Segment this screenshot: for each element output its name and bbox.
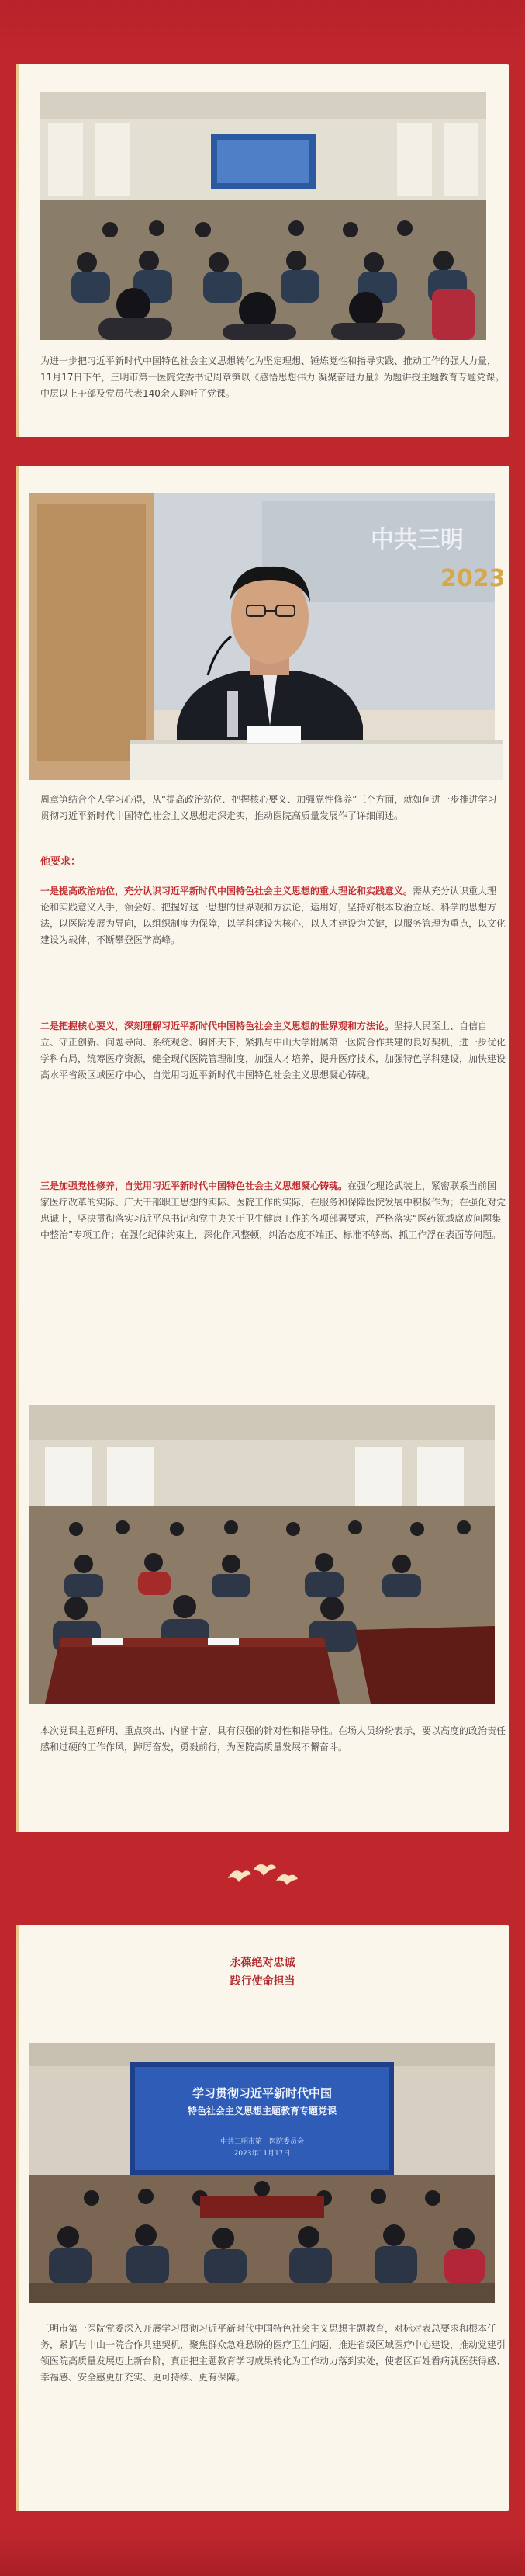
section3-title-line1: 永葆绝对忠诚 bbox=[230, 1957, 295, 1969]
screen-org: 中共三明市第一医院委员会 bbox=[219, 2138, 305, 2146]
audience-illustration bbox=[29, 1405, 495, 1704]
speaker-photo bbox=[29, 493, 506, 780]
news-card-1 bbox=[16, 64, 509, 437]
lecture-hall-photo bbox=[40, 92, 486, 340]
screen-date: 2023年11月17日 bbox=[233, 2150, 291, 2158]
point-1-body: 需从充分认识重大理论和实践意义入手，领会好、把握好这一思想的世界观和方法论，运用好，坚持好根本政治立场、科学的思想方法，以医院发展为导向，以组织制度为保障，以学科建设为核心，以人才建设为关键，以服务管理为重点，以文化建设为载体，不断攀登医学高峰。 bbox=[40, 886, 506, 945]
section3-body: 三明市第一医院党委深入开展学习贯彻习近平新时代中国特色社会主义思想主题教育，对标对表总要求和根本任务，紧抓与中山一院合作共建契机，聚焦群众急难愁盼的医疗卫生问题，推进省级区域医疗中心建设，推动党建引领医院高质量发展迈上新台阶，真正把主题教育学习成果转化为工作动力落到实处，使老区百姓看病就医获得感、幸福感、安全感更加充实、更可持续、更有保障。 bbox=[40, 2323, 506, 2383]
banner-year: 2023 bbox=[440, 565, 506, 592]
swallow-icon bbox=[220, 1859, 306, 1890]
screen-title-1: 学习贯彻习近平新时代中国 bbox=[192, 2086, 333, 2100]
news-card-3 bbox=[16, 1925, 509, 2511]
point-3-lead: 三是加强党性修养，自觉用习近平新时代中国特色社会主义思想凝心铸魂。 bbox=[40, 1181, 348, 1191]
point-1 bbox=[40, 883, 506, 948]
banner-text: 中共三明 bbox=[371, 526, 464, 553]
section2-closing: 本次党课主题鲜明、重点突出、内涵丰富，具有很强的针对性和指导性。在场人员纷纷表示，要以高度的政治责任感和过硬的工作作风，踔厉奋发，勇毅前行，为医院高质量发展不懈奋斗。 bbox=[40, 1725, 506, 1753]
screen-title-2: 特色社会主义思想主题教育专题党课 bbox=[187, 2106, 337, 2117]
point-3-body: 在强化理论武装上，紧密联系当前国家医疗改革的实际、广大干部职工思想的实际、医院工作的实际，在服务和保障医院发展中积极作为；在强化对党忠诚上，坚决贯彻落实习近平总书记和党中央关于卫生健康工作的各项部署要求，严格落实“医药领域腐败问题集中整治”专项工作；在强化纪律约束上，深化作风整顿，纠治态度不端正、标准不够高、抓工作浮在表面等问题。 bbox=[40, 1181, 506, 1240]
point-1-lead: 一是提高政治站位，充分认识习近平新时代中国特色社会主义思想的重大理论和实践意义。 bbox=[40, 886, 413, 896]
section1-caption: 为进一步把习近平新时代中国特色社会主义思想转化为坚定理想、锤炼党性和指导实践、推动工作的强大力量，11月17日下午，三明市第一医院党委书记周章笋以《感悟思想伟力 凝聚奋进力量》为题讲授主题教育专题党课。中层以上干部及党员代表140余人聆听了党课。 bbox=[40, 355, 505, 399]
news-card-2 bbox=[16, 466, 509, 1832]
point-2-lead: 二是把握核心要义，深刻理解习近平新时代中国特色社会主义思想的世界观和方法论。 bbox=[40, 1021, 395, 1031]
meeting-room-photo bbox=[29, 2043, 495, 2303]
requirements-title: 他要求： bbox=[40, 856, 81, 868]
bottom-banner bbox=[0, 2530, 525, 2576]
swallows-ornament bbox=[220, 1859, 306, 1890]
meeting-room-illustration bbox=[29, 2043, 495, 2303]
audience-photo bbox=[29, 1405, 495, 1704]
point-3 bbox=[40, 1178, 506, 1243]
top-banner bbox=[0, 0, 525, 54]
point-2-body: 坚持人民至上、自信自立、守正创新、问题导向、系统观念、胸怀天下，紧抓与中山大学附属第一医院合作共建的良好契机，进一步优化学科布局，统筹医疗资源，健全现代医院管理制度，加强人才培养，提升医疗技术，加强特色学科建设，加快建设高水平省级区域医疗中心，自觉用习近平新时代中国特色社会主义思想凝心铸魂。 bbox=[40, 1021, 506, 1080]
lecture-hall-illustration bbox=[40, 92, 486, 340]
speaker-illustration bbox=[29, 493, 506, 780]
section3-title-line2: 践行使命担当 bbox=[230, 1975, 295, 1988]
point-2 bbox=[40, 1018, 506, 1083]
section2-intro: 周章笋结合个人学习心得，从“提高政治站位、把握核心要义、加强党性修养”三个方面，就如何进一步推进学习贯彻习近平新时代中国特色社会主义思想走深走实，推动医院高质量发展作了详细阐述。 bbox=[40, 794, 497, 821]
